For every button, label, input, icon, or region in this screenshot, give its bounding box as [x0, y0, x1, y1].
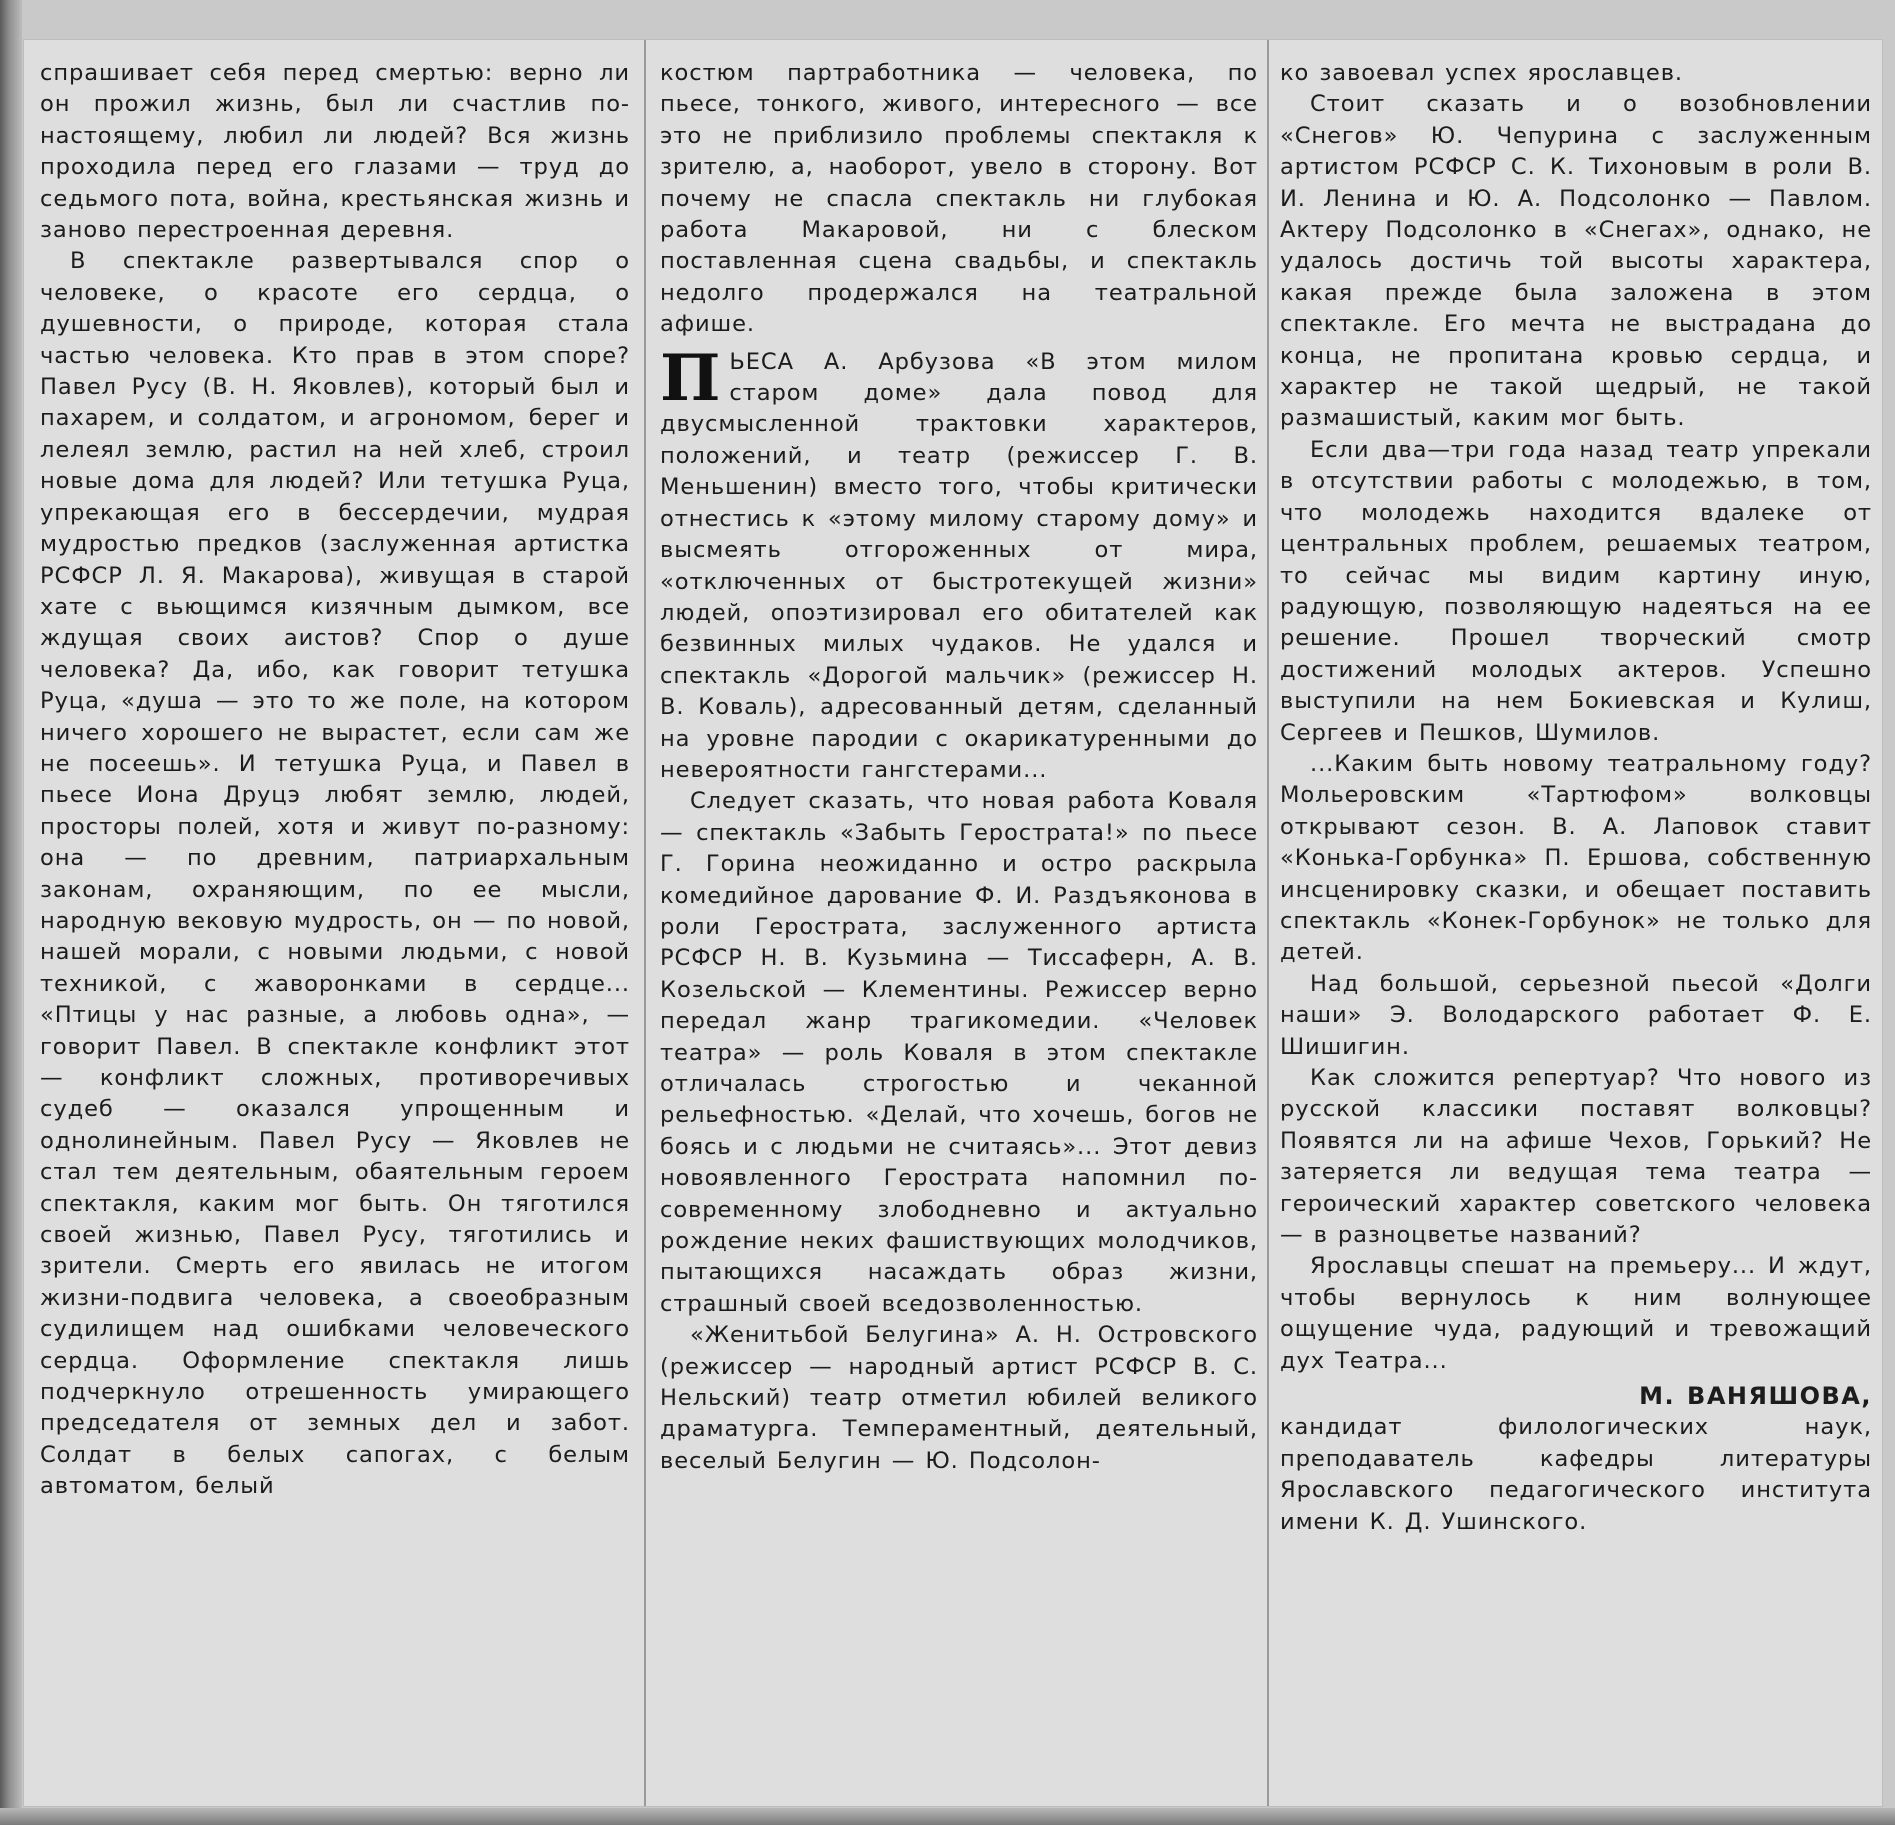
dropcap-letter: П [660, 340, 722, 416]
column-1 [40, 58, 630, 1503]
paragraph: ко завоевал успех ярославцев. [1280, 60, 1684, 86]
column-3 [1280, 58, 1872, 1538]
newspaper-clipping [24, 40, 1882, 1806]
paragraph: Стоит сказать и о возобновлении «Снегов» Ю. Чепурина с заслуженным артистом РСФСР С. К. Тихоновым в роли В. И. Ленина и Ю. А. Подсолонко — Павлом. Актеру Подсолонко в «Снегах», однако, не удалось достичь той высоты характера, какая прежде была заложена в этом спектакле. Его мечта не выстрадана до конца, не пропитана кровью сердца, и характер не такой щедрый, не такой размашистый, каким мог быть. [1280, 91, 1872, 432]
column-divider [644, 40, 646, 1806]
paragraph: Если два—три года назад театр упрекали в отсутствии работы с молодежью, в том, что молодежь находится вдалеке от центральных проблем, решаемых театром, то сейчас мы видим картину иную, радующую, позволяющую надеяться на ее решение. Прошел творческий смотр достижений молодых актеров. Успешно выступили на нем Бокиевская и Кулиш, Сергеев и Пешков, Шумилов. [1280, 436, 1872, 746]
scan-left-edge [0, 0, 22, 1825]
paragraph: В спектакле развертывался спор о человеке, о красоте его сердца, о душевности, о природе, которая стала частью человека. Кто прав в этом споре? Павел Русу (В. Н. Яковлев), который был и пахарем, и солдатом, и агрономом, берег и лелеял землю, растил на ней хлеб, строил новые дома для людей? Или тетушка Руца, упрекающая его в бессердечии, мудрая мудростью предков (заслуженная артистка РСФСР Л. Я. Макарова), живущая в старой хате с вьющимся кизячным дымком, все ждущая своих аистов? Спор о душе человека? Да, ибо, как говорит тетушка Руца, «душа — это то же поле, на котором ничего хорошего не вырастет, если сам же не посеешь». И тетушка Руца, и Павел в пьесе Иона Друцэ любят землю, людей, просторы полей, хотя и живут по-разному: она — по древним, патриархальным законам, охраняющим, по ее мысли, народную вековую мудрость, он — по новой, нашей морали, с новыми людьми, с новой техникой, с жаворонками в сердце... «Птицы у нас разные, а любовь одна», — говорит Павел. В спектакле конфликт этот — конфликт сложных, противоречивых судеб — оказался упрощенным и однолинейным. Павел Русу — Яковлев не стал тем деятельным, обаятельным героем спектакля, каким мог быть. Он тяготился своей жизнью, Павел Русу, тяготились и зрители. Смерть его явилась не итогом жизни-подвига человека, а своеобразным судилищем над ошибками человеческого сердца. Оформление спектакля лишь подчеркнуло отрешенность умирающего председателя от земных дел и забот. Солдат в белых сапогах, с белым автоматом, белый [40, 248, 630, 1500]
dropcap-paragraph-text: ЬЕСА А. Арбузова «В этом милом старом доме» дала повод для двусмысленной трактовки характеров, положений, и театр (режиссер Г. В. Меньшенин) вместо того, чтобы критически отнестись к «этому милому старому дому» и высмеять отгороженных от мира, «отключенных от быстротекущей жизни» людей, опоэтизировал его обитателей как безвинных милых чудаков. Не удался и спектакль «Дорогой мальчик» (режиссер Н. В. Коваль), адресованный детям, сделанный на уровне пародии с окарикатуренными до невероятности гангстерами... [660, 348, 1258, 783]
paragraph: ...Каким быть новому театральному году? Мольеровским «Тартюфом» волковцы открывают сезон. В. А. Лаповок ставит «Конька-Горбунка» П. Ершова, собственную инсценировку сказки, и обещает поставить спектакль «Конек-Горбунок» не только для детей. [1280, 750, 1872, 966]
author-signature: М. ВАНЯШОВА, [1639, 1382, 1872, 1411]
paragraph: Над большой, серьезной пьесой «Долги наши» Э. Володарского работает Ф. Е. Шишигин. [1280, 970, 1872, 1060]
paragraph: спрашивает себя перед смертью: верно ли он прожил жизнь, был ли счастлив по-настоящему, любил ли людей? Вся жизнь проходила перед его глазами — труд до седьмого пота, война, крестьянская жизнь и заново перестроенная деревня. [40, 60, 630, 244]
author-credentials: кандидат филологических наук, преподаватель кафедры литературы Ярославского педагогического института имени К. Д. Ушинского. [1280, 1414, 1872, 1535]
column-2 [660, 58, 1258, 1477]
paragraph: «Женитьбой Белугина» А. Н. Островского (режиссер — народный артист РСФСР В. С. Нельский) театр отметил юбилей великого драматурга. Темпераментный, деятельный, веселый Белугин — Ю. Подсолон- [660, 1322, 1258, 1474]
scan-bottom-edge [0, 1808, 1895, 1825]
paragraph: Ярославцы спешат на премьеру... И ждут, чтобы вернулось к ним волнующее ощущение чуда, радующий и тревожащий дух Театра... [1280, 1253, 1872, 1374]
paragraph: костюм партработника — человека, по пьесе, тонкого, живого, интересного — все это не приблизило проблемы спектакля к зрителю, а, наоборот, увело в сторону. Вот почему не спасла спектакль ни глубокая работа Макаровой, ни с блеском поставленная сцена свадьбы, и спектакль недолго продержался на театральной афише. [660, 60, 1258, 338]
column-divider [1267, 40, 1269, 1806]
paragraph: Следует сказать, что новая работа Коваля — спектакль «Забыть Герострата!» по пьесе Г. Горина неожиданно и остро раскрыла комедийное дарование Ф. И. Раздъяконова в роли Герострата, заслуженного артиста РСФСР Н. В. Кузьмина — Тиссаферн, А. В. Козельской — Клементины. Режиссер верно передал жанр трагикомедии. «Человек театра» — роль Коваля в этом спектакле отличалась строгостью и чеканной рельефностью. «Делай, что хочешь, богов не боясь и с людьми не считаясь»... Этот девиз новоявленного Герострата напомнил по-современному злободневно и актуально рождение неких фашиствующих молодчиков, пытающихся насаждать образ жизни, страшный своей вседозволенностью. [660, 788, 1258, 1317]
dropcap-paragraph [660, 340, 1258, 787]
paragraph: Как сложится репертуар? Что нового из русской классики поставят волковцы? Появятся ли на афише Чехов, Горький? Не затеряется ли ведущая тема театра — героический характер советского человека — в разноцветье названий? [1280, 1065, 1872, 1249]
